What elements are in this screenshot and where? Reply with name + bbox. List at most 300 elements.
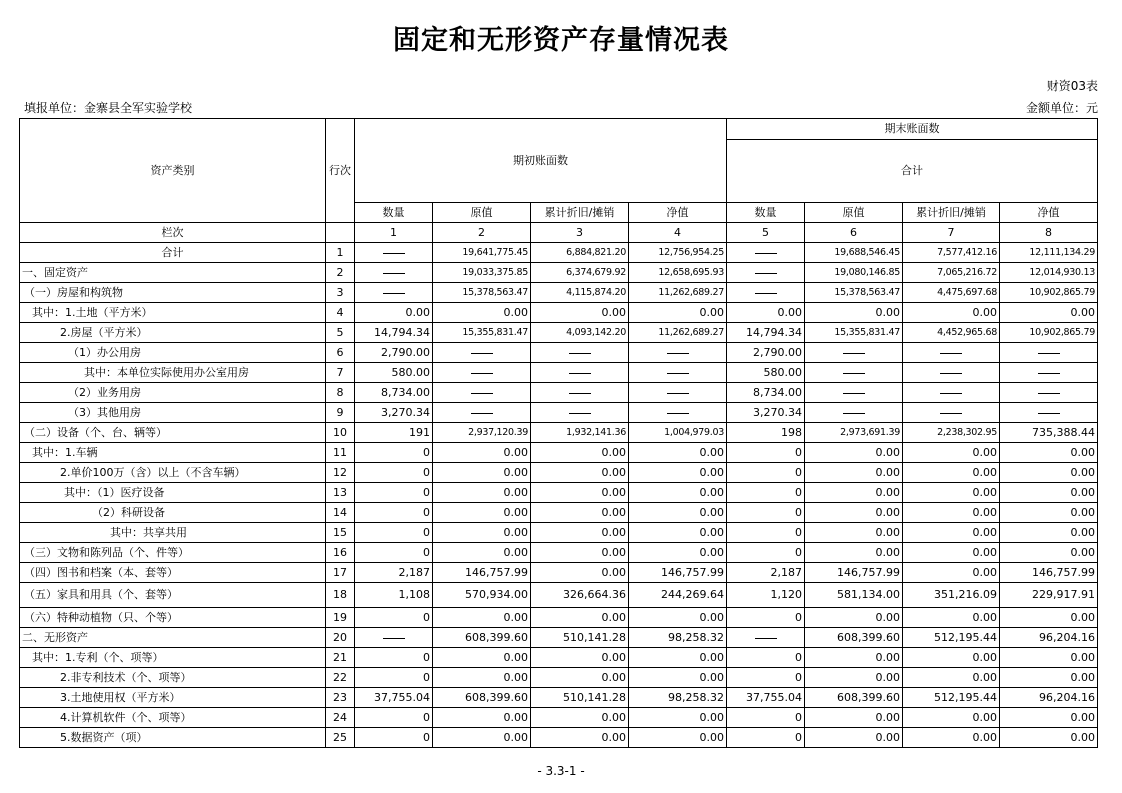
row-label: 一、固定资产 — [20, 263, 326, 283]
value-cell: 2,238,302.95 — [903, 423, 1000, 443]
dash-cell — [727, 628, 805, 648]
dash-mark — [569, 373, 591, 374]
value-cell: 0.00 — [433, 523, 531, 543]
value-cell: 512,195.44 — [903, 688, 1000, 708]
value-cell: 0.00 — [629, 303, 727, 323]
sub-header-2: 原值 — [433, 203, 531, 223]
row-label: （2）科研设备 — [20, 503, 326, 523]
table-row — [20, 563, 1098, 583]
value-cell: 0.00 — [629, 668, 727, 688]
value-cell: 0.00 — [433, 608, 531, 628]
row-number: 14 — [326, 503, 355, 523]
dash-cell — [531, 363, 629, 383]
row-label: 2.房屋（平方米） — [20, 323, 326, 343]
value-cell: 0.00 — [805, 303, 903, 323]
value-cell: 0.00 — [531, 483, 629, 503]
row-label: 其中：（1）医疗设备 — [20, 483, 326, 503]
value-cell: 15,355,831.47 — [433, 323, 531, 343]
row-label: （1）办公用房 — [20, 343, 326, 363]
col-num-7: 7 — [903, 223, 1000, 243]
value-cell: 0.00 — [629, 708, 727, 728]
value-cell: 608,399.60 — [433, 628, 531, 648]
value-cell: 8,734.00 — [355, 383, 433, 403]
table-row — [20, 583, 1098, 608]
row-number: 2 — [326, 263, 355, 283]
dash-cell — [805, 383, 903, 403]
value-cell: 0.00 — [531, 463, 629, 483]
dash-cell — [531, 383, 629, 403]
dash-mark — [1038, 353, 1060, 354]
sub-header-7: 累计折旧/摊销 — [903, 203, 1000, 223]
value-cell: 0.00 — [531, 608, 629, 628]
dash-cell — [355, 283, 433, 303]
row-number: 15 — [326, 523, 355, 543]
value-cell: 3,270.34 — [355, 403, 433, 423]
value-cell: 146,757.99 — [433, 563, 531, 583]
value-cell: 0 — [355, 543, 433, 563]
row-number: 13 — [326, 483, 355, 503]
value-cell: 12,756,954.25 — [629, 243, 727, 263]
value-cell: 0.00 — [629, 483, 727, 503]
dash-mark — [940, 393, 962, 394]
value-cell: 2,937,120.39 — [433, 423, 531, 443]
value-cell: 0.00 — [1000, 483, 1098, 503]
dash-cell — [727, 283, 805, 303]
col-num-8: 8 — [1000, 223, 1098, 243]
dash-mark — [667, 413, 689, 414]
dash-mark — [667, 353, 689, 354]
dash-mark — [755, 253, 777, 254]
value-cell: 11,262,689.27 — [629, 323, 727, 343]
value-cell: 0.00 — [903, 483, 1000, 503]
row-number: 18 — [326, 583, 355, 608]
value-cell: 96,204.16 — [1000, 628, 1098, 648]
value-cell: 0.00 — [1000, 303, 1098, 323]
table-row — [20, 443, 1098, 463]
table-row — [20, 608, 1098, 628]
row-label: （四）图书和档案（本、套等） — [20, 563, 326, 583]
value-cell: 0.00 — [903, 443, 1000, 463]
value-cell: 580.00 — [727, 363, 805, 383]
value-cell: 0 — [355, 463, 433, 483]
value-cell: 10,902,865.79 — [1000, 283, 1098, 303]
value-cell: 580.00 — [355, 363, 433, 383]
row-label: 其中：共享共用 — [20, 523, 326, 543]
value-cell: 0.00 — [629, 648, 727, 668]
value-cell: 2,790.00 — [355, 343, 433, 363]
dash-cell — [903, 363, 1000, 383]
value-cell: 98,258.32 — [629, 688, 727, 708]
table-row — [20, 423, 1098, 443]
value-cell: 19,033,375.85 — [433, 263, 531, 283]
value-cell: 0.00 — [531, 523, 629, 543]
dash-mark — [471, 353, 493, 354]
dash-cell — [805, 343, 903, 363]
row-label: （三）文物和陈列品（个、件等） — [20, 543, 326, 563]
value-cell: 0.00 — [1000, 543, 1098, 563]
value-cell: 0.00 — [433, 648, 531, 668]
value-cell: 1,120 — [727, 583, 805, 608]
value-cell: 191 — [355, 423, 433, 443]
table-row — [20, 543, 1098, 563]
value-cell: 14,794.34 — [355, 323, 433, 343]
value-cell: 0.00 — [531, 563, 629, 583]
value-cell: 0.00 — [531, 543, 629, 563]
row-label: （六）特种动植物（只、个等） — [20, 608, 326, 628]
row-number: 21 — [326, 648, 355, 668]
value-cell: 0.00 — [629, 728, 727, 748]
value-cell: 0.00 — [629, 608, 727, 628]
dash-mark — [755, 273, 777, 274]
value-cell: 0.00 — [1000, 708, 1098, 728]
value-cell: 0.00 — [629, 523, 727, 543]
value-cell: 0.00 — [629, 443, 727, 463]
header-closing-total: 合计 — [727, 140, 1098, 203]
page-footer: - 3.3-1 - — [537, 764, 585, 778]
dash-cell — [531, 403, 629, 423]
table-row — [20, 708, 1098, 728]
row-number: 9 — [326, 403, 355, 423]
col-label-blank — [326, 223, 355, 243]
value-cell: 0 — [355, 608, 433, 628]
table-row — [20, 628, 1098, 648]
value-cell: 0.00 — [1000, 728, 1098, 748]
value-cell: 0.00 — [805, 728, 903, 748]
sub-header-4: 净值 — [629, 203, 727, 223]
row-label: 其中：1.车辆 — [20, 443, 326, 463]
value-cell: 0.00 — [433, 668, 531, 688]
value-cell: 12,658,695.93 — [629, 263, 727, 283]
value-cell: 0.00 — [355, 303, 433, 323]
dash-mark — [383, 253, 405, 254]
table-row — [20, 523, 1098, 543]
value-cell: 10,902,865.79 — [1000, 323, 1098, 343]
value-cell: 608,399.60 — [805, 628, 903, 648]
value-cell: 0.00 — [903, 648, 1000, 668]
value-cell: 0.00 — [531, 648, 629, 668]
value-cell: 0 — [355, 443, 433, 463]
table-row — [20, 383, 1098, 403]
value-cell: 146,757.99 — [805, 563, 903, 583]
value-cell: 0 — [355, 668, 433, 688]
dash-mark — [383, 293, 405, 294]
form-code: 财资03表 — [1046, 79, 1098, 93]
col-num-5: 5 — [727, 223, 805, 243]
value-cell: 4,452,965.68 — [903, 323, 1000, 343]
value-cell: 0 — [727, 463, 805, 483]
value-cell: 570,934.00 — [433, 583, 531, 608]
value-cell: 1,108 — [355, 583, 433, 608]
dash-cell — [629, 403, 727, 423]
row-number: 19 — [326, 608, 355, 628]
dash-cell — [805, 363, 903, 383]
sub-header-8: 净值 — [1000, 203, 1098, 223]
row-label: 2.非专利技术（个、项等） — [20, 668, 326, 688]
value-cell: 0.00 — [903, 608, 1000, 628]
sub-header-5: 数量 — [727, 203, 805, 223]
dash-mark — [940, 353, 962, 354]
dash-cell — [1000, 383, 1098, 403]
row-label: （一）房屋和构筑物 — [20, 283, 326, 303]
dash-mark — [940, 413, 962, 414]
value-cell: 6,884,821.20 — [531, 243, 629, 263]
value-cell: 0 — [727, 608, 805, 628]
dash-mark — [843, 353, 865, 354]
row-number: 3 — [326, 283, 355, 303]
value-cell: 0.00 — [531, 668, 629, 688]
value-cell: 0.00 — [805, 668, 903, 688]
value-cell: 11,262,689.27 — [629, 283, 727, 303]
value-cell: 7,065,216.72 — [903, 263, 1000, 283]
value-cell: 0.00 — [433, 543, 531, 563]
value-cell: 0.00 — [903, 543, 1000, 563]
table-row — [20, 688, 1098, 708]
dash-cell — [903, 343, 1000, 363]
row-label: 二、无形资产 — [20, 628, 326, 648]
row-label: 其中：1.专利（个、项等） — [20, 648, 326, 668]
value-cell: 19,641,775.45 — [433, 243, 531, 263]
row-label: （3）其他用房 — [20, 403, 326, 423]
value-cell: 146,757.99 — [1000, 563, 1098, 583]
dash-cell — [805, 403, 903, 423]
table-row — [20, 263, 1098, 283]
value-cell: 0.00 — [903, 523, 1000, 543]
dash-cell — [903, 383, 1000, 403]
value-cell: 0.00 — [629, 543, 727, 563]
value-cell: 37,755.04 — [727, 688, 805, 708]
value-cell: 198 — [727, 423, 805, 443]
dash-mark — [569, 393, 591, 394]
value-cell: 0.00 — [903, 708, 1000, 728]
dash-mark — [471, 373, 493, 374]
row-number: 7 — [326, 363, 355, 383]
value-cell: 0.00 — [531, 503, 629, 523]
value-cell: 0 — [727, 523, 805, 543]
dash-mark — [843, 413, 865, 414]
row-label: 其中：本单位实际使用办公室用房 — [20, 363, 326, 383]
value-cell: 15,378,563.47 — [805, 283, 903, 303]
table-row — [20, 343, 1098, 363]
value-cell: 0.00 — [433, 503, 531, 523]
dash-cell — [355, 628, 433, 648]
value-cell: 0.00 — [805, 463, 903, 483]
value-cell: 0.00 — [805, 543, 903, 563]
value-cell: 229,917.91 — [1000, 583, 1098, 608]
dash-cell — [629, 343, 727, 363]
table-row — [20, 463, 1098, 483]
value-cell: 581,134.00 — [805, 583, 903, 608]
row-label: 其中：1.土地（平方米） — [20, 303, 326, 323]
row-number: 8 — [326, 383, 355, 403]
dash-mark — [843, 393, 865, 394]
dash-cell — [433, 403, 531, 423]
col-num-1: 1 — [355, 223, 433, 243]
value-cell: 6,374,679.92 — [531, 263, 629, 283]
dash-mark — [667, 393, 689, 394]
row-number: 1 — [326, 243, 355, 263]
value-cell: 37,755.04 — [355, 688, 433, 708]
col-num-3: 3 — [531, 223, 629, 243]
value-cell: 0.00 — [629, 503, 727, 523]
dash-mark — [1038, 393, 1060, 394]
dash-cell — [727, 263, 805, 283]
value-cell: 0.00 — [1000, 523, 1098, 543]
dash-cell — [355, 243, 433, 263]
value-cell: 0.00 — [903, 463, 1000, 483]
value-cell: 15,355,831.47 — [805, 323, 903, 343]
col-num-4: 4 — [629, 223, 727, 243]
table-row — [20, 648, 1098, 668]
value-cell: 1,932,141.36 — [531, 423, 629, 443]
value-cell: 2,973,691.39 — [805, 423, 903, 443]
row-number: 20 — [326, 628, 355, 648]
dash-mark — [569, 413, 591, 414]
value-cell: 2,187 — [355, 563, 433, 583]
dash-cell — [1000, 343, 1098, 363]
value-cell: 0.00 — [433, 728, 531, 748]
value-cell: 3,270.34 — [727, 403, 805, 423]
value-cell: 0.00 — [805, 708, 903, 728]
asset-table — [19, 118, 1098, 748]
row-number: 25 — [326, 728, 355, 748]
value-cell: 0.00 — [531, 728, 629, 748]
row-label: （2）业务用房 — [20, 383, 326, 403]
value-cell: 0.00 — [903, 563, 1000, 583]
header-row-no: 行次 — [326, 119, 355, 223]
value-cell: 0.00 — [903, 303, 1000, 323]
row-label: 5.数据资产（项） — [20, 728, 326, 748]
row-number: 17 — [326, 563, 355, 583]
row-number: 10 — [326, 423, 355, 443]
value-cell: 7,577,412.16 — [903, 243, 1000, 263]
dash-cell — [433, 343, 531, 363]
value-cell: 0.00 — [1000, 503, 1098, 523]
row-label: 4.计算机软件（个、项等） — [20, 708, 326, 728]
value-cell: 0.00 — [433, 303, 531, 323]
value-cell: 8,734.00 — [727, 383, 805, 403]
value-cell: 0.00 — [531, 303, 629, 323]
col-num-2: 2 — [433, 223, 531, 243]
value-cell: 4,475,697.68 — [903, 283, 1000, 303]
value-cell: 0.00 — [903, 728, 1000, 748]
value-cell: 510,141.28 — [531, 628, 629, 648]
header-closing: 期末账面数 — [727, 119, 1098, 140]
value-cell: 15,378,563.47 — [433, 283, 531, 303]
value-cell: 0 — [355, 523, 433, 543]
value-cell: 510,141.28 — [531, 688, 629, 708]
dash-cell — [727, 243, 805, 263]
dash-cell — [355, 263, 433, 283]
value-cell: 0.00 — [1000, 668, 1098, 688]
value-cell: 0.00 — [903, 503, 1000, 523]
value-cell: 0.00 — [805, 443, 903, 463]
row-label: （五）家具和用具（个、套等） — [20, 583, 326, 608]
value-cell: 96,204.16 — [1000, 688, 1098, 708]
dash-mark — [755, 638, 777, 639]
value-cell: 0 — [727, 668, 805, 688]
value-cell: 0 — [727, 543, 805, 563]
value-cell: 0.00 — [805, 608, 903, 628]
row-number: 5 — [326, 323, 355, 343]
dash-cell — [433, 363, 531, 383]
table-row — [20, 303, 1098, 323]
table-row — [20, 363, 1098, 383]
value-cell: 0 — [355, 503, 433, 523]
value-cell: 0 — [355, 728, 433, 748]
value-cell: 4,115,874.20 — [531, 283, 629, 303]
value-cell: 0.00 — [531, 708, 629, 728]
value-cell: 0.00 — [531, 443, 629, 463]
dash-cell — [629, 363, 727, 383]
value-cell: 0.00 — [727, 303, 805, 323]
row-number: 11 — [326, 443, 355, 463]
row-number: 22 — [326, 668, 355, 688]
value-cell: 0.00 — [433, 463, 531, 483]
value-cell: 0 — [727, 503, 805, 523]
value-cell: 0 — [355, 648, 433, 668]
dash-mark — [383, 638, 405, 639]
value-cell: 608,399.60 — [433, 688, 531, 708]
table-row — [20, 503, 1098, 523]
row-number: 16 — [326, 543, 355, 563]
sub-header-1: 数量 — [355, 203, 433, 223]
row-number: 4 — [326, 303, 355, 323]
value-cell: 14,794.34 — [727, 323, 805, 343]
value-cell: 12,014,930.13 — [1000, 263, 1098, 283]
table-row — [20, 668, 1098, 688]
value-cell: 0 — [727, 708, 805, 728]
value-cell: 12,111,134.29 — [1000, 243, 1098, 263]
row-number: 23 — [326, 688, 355, 708]
row-label: 合计 — [20, 243, 326, 263]
amount-unit: 金额单位：元 — [1025, 101, 1098, 115]
value-cell: 0.00 — [433, 443, 531, 463]
value-cell: 0 — [355, 708, 433, 728]
value-cell: 2,187 — [727, 563, 805, 583]
value-cell: 0.00 — [433, 483, 531, 503]
value-cell: 608,399.60 — [805, 688, 903, 708]
value-cell: 0 — [727, 648, 805, 668]
dash-cell — [1000, 403, 1098, 423]
value-cell: 0.00 — [1000, 648, 1098, 668]
value-cell: 0.00 — [805, 523, 903, 543]
value-cell: 0.00 — [1000, 443, 1098, 463]
dash-cell — [531, 343, 629, 363]
dash-mark — [755, 293, 777, 294]
value-cell: 19,688,546.45 — [805, 243, 903, 263]
value-cell: 0 — [727, 443, 805, 463]
dash-cell — [903, 403, 1000, 423]
col-num-6: 6 — [805, 223, 903, 243]
value-cell: 0 — [355, 483, 433, 503]
value-cell: 98,258.32 — [629, 628, 727, 648]
value-cell: 326,664.36 — [531, 583, 629, 608]
row-number: 6 — [326, 343, 355, 363]
dash-mark — [843, 373, 865, 374]
value-cell: 0.00 — [433, 708, 531, 728]
dash-mark — [1038, 373, 1060, 374]
value-cell: 0.00 — [1000, 608, 1098, 628]
reporting-unit: 填报单位：金寨县全军实验学校 — [24, 101, 193, 115]
value-cell: 1,004,979.03 — [629, 423, 727, 443]
col-label: 栏次 — [20, 223, 326, 243]
row-label: 2.单价100万（含）以上（不含车辆） — [20, 463, 326, 483]
dash-cell — [433, 383, 531, 403]
table-row — [20, 243, 1098, 263]
value-cell: 0.00 — [805, 503, 903, 523]
dash-mark — [569, 353, 591, 354]
value-cell: 0.00 — [1000, 463, 1098, 483]
